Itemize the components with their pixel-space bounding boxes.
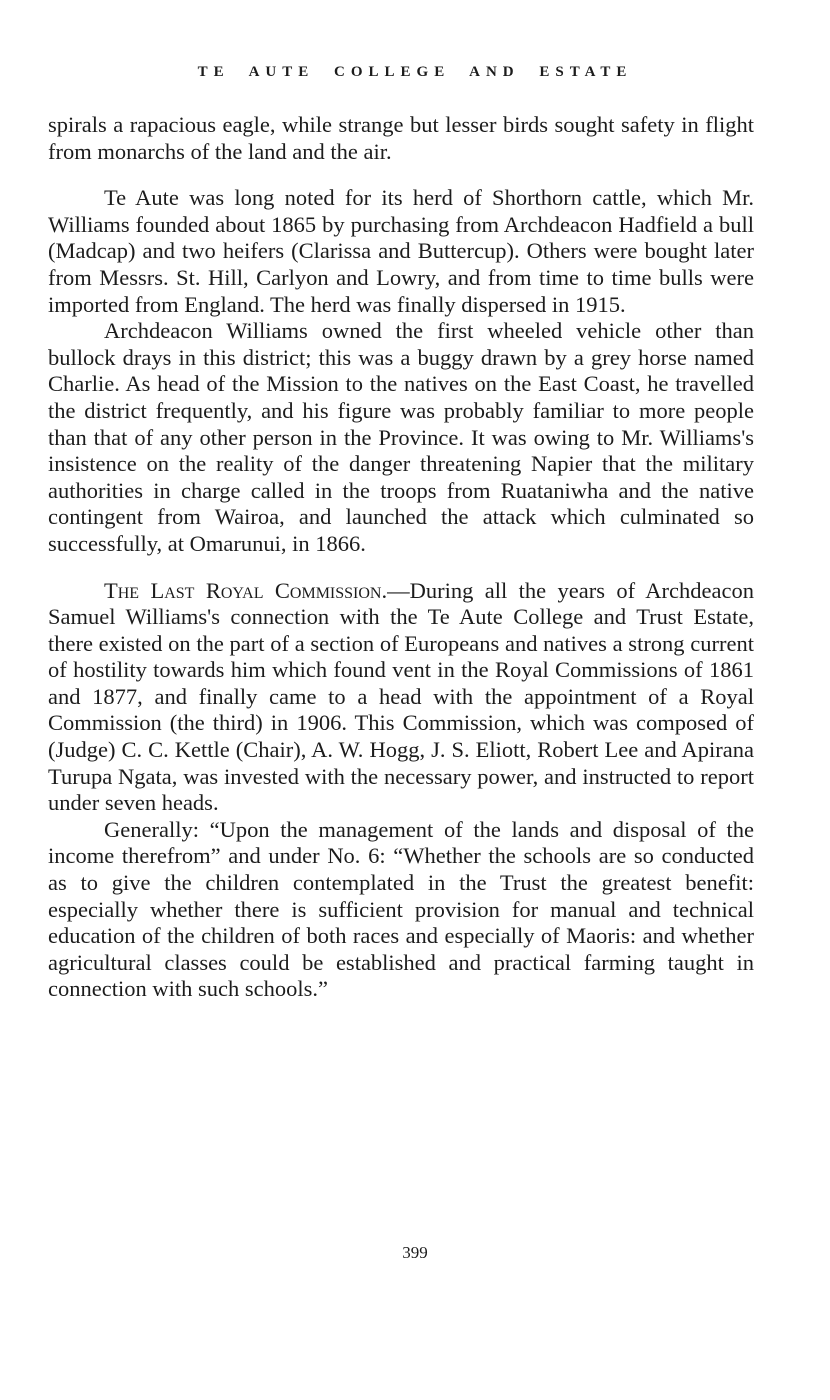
paragraph-generally-quote: Generally: “Upon the management of the lands and disposal of the income therefrom” and under No. 6: “Whether the schools are so conducted as to give the children contemplated in the Trust the greatest benefit: especially whether there is sufficient provision for manual and technical education of the children of both races and especially of Maoris: and whether agricultural classes could be established and practical farming taught in connection with such schools.” bbox=[48, 816, 754, 1002]
body-text bbox=[48, 112, 754, 1003]
section-lead-text: During all the years of Archdeacon Samuel Williams's connection with the Te Aute College and Trust Estate, there existed on the part of a section of Europeans and natives a strong current of hostility towards him which found vent in the Royal Commissions of 1861 and 1877, and finally came to a head with the appointment of a Royal Commission (the third) in 1906. This Commission, which was composed of (Judge) C. C. Kettle (Chair), A. W. Hogg, J. S. Eliott, Robert Lee and Apirana Turupa Ngata, was invested with the necessary power, and instructed to report under seven heads. bbox=[48, 577, 754, 816]
paragraph-eagle: spirals a rapacious eagle, while strange but lesser birds sought safety in flight from monarchs of the land and the air. bbox=[48, 112, 754, 164]
section-heading: The Last Royal Commission. bbox=[104, 577, 388, 603]
paragraph-shorthorn-herd: Te Aute was long noted for its herd of Shorthorn cattle, which Mr. Williams founded about 1865 by purchasing from Archdeacon Hadfield a bull (Madcap) and two heifers (Clarissa and Buttercup). Others were bought later from Messrs. St. Hill, Carlyon and Lowry, and from time to time bulls were imported from England. The herd was finally dispersed in 1915. bbox=[48, 185, 754, 317]
page-number: 399 bbox=[402, 1243, 428, 1262]
paragraph-royal-commission bbox=[48, 578, 754, 817]
running-head: TE AUTE COLLEGE AND ESTATE bbox=[197, 64, 633, 80]
paragraph-buggy-and-mission: Archdeacon Williams owned the first wheeled vehicle other than bullock drays in this district; this was a buggy drawn by a grey horse named Charlie. As head of the Mission to the natives on the East Coast, he travelled the district frequently, and his figure was probably familiar to more people than that of any other person in the Province. It was owing to Mr. Williams's insistence on the reality of the danger threatening Napier that the military authorities in charge called in the troops from Ruataniwha and the native contingent from Wairoa, and launched the attack which culminated so successfully, at Omarunui, in 1866. bbox=[48, 318, 754, 556]
section-heading-dash: — bbox=[387, 577, 410, 603]
